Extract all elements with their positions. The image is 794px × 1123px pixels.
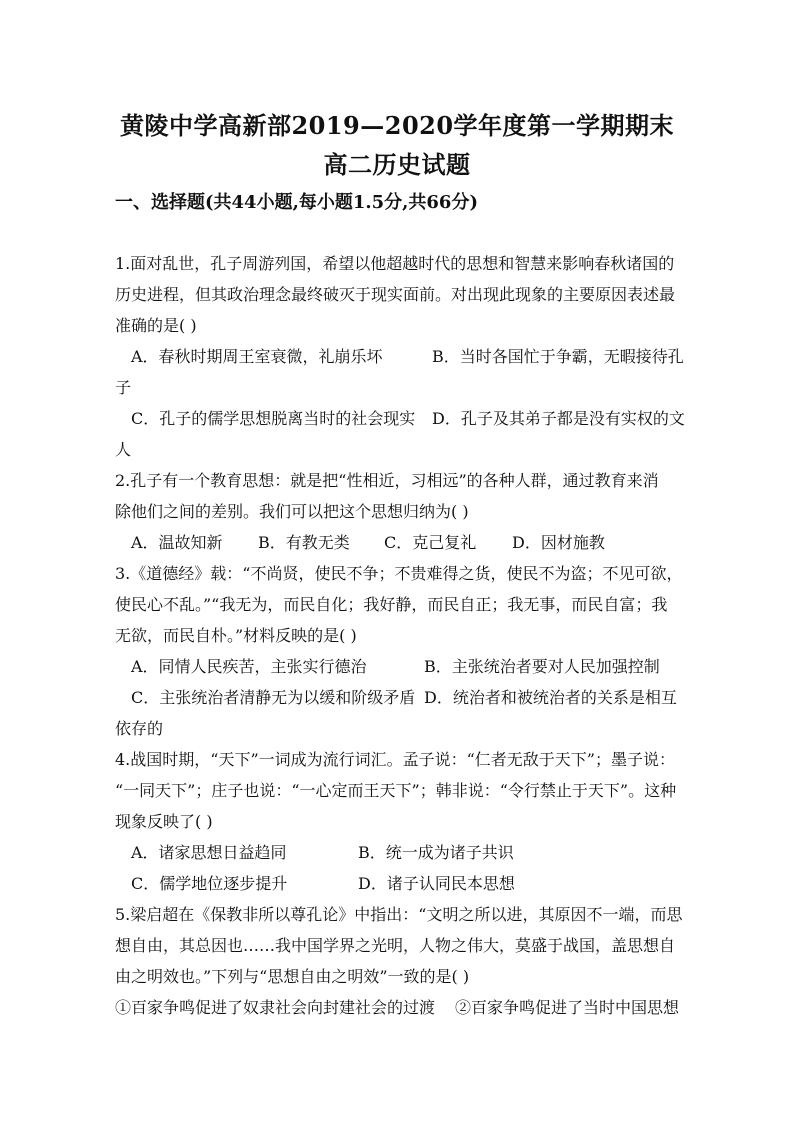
question-3-option-a: A．同情人民疾苦，主张实行德治 — [131, 657, 367, 676]
exam-subtitle: 高二历史试题 — [323, 150, 471, 179]
question-5-option-1: ①百家争鸣促进了奴隶社会向封建社会的过渡 — [115, 998, 436, 1017]
question-5-stem-line: 想自由，其总因也……我中国学界之光明，人物之伟大，莫盛于战国，盖思想自 — [115, 936, 676, 955]
question-2-stem-line: 除他们之间的差别。我们可以把这个思想归纳为( ) — [115, 502, 469, 521]
section-heading: 一、选择题(共44小题,每小题1.5分,共66分) — [115, 192, 478, 213]
question-3-stem-line: 使民心不乱。”“我无为，而民自化；我好静，而民自正；我无事，而民自富；我 — [115, 595, 668, 614]
question-1-option-c: C．孔子的儒学思想脱离当时的社会现实 — [131, 409, 416, 428]
question-1-stem-line: 准确的是( ) — [115, 316, 197, 335]
question-5-stem-line: 由之明效也。”下列与“思想自由之明效”一致的是( ) — [115, 967, 470, 986]
question-2-option-b: B．有教无类 — [258, 533, 350, 552]
question-4-option-d: D．诸子认同民本思想 — [358, 874, 515, 893]
question-4-stem-line: 4.战国时期，“天下”一词成为流行词汇。孟子说：“仁者无敌于天下”；墨子说： — [115, 750, 675, 769]
question-1-option-d: D．孔子及其弟子都是没有实权的文 — [432, 409, 685, 428]
question-2-option-d: D．因材施教 — [512, 533, 605, 552]
question-4-option-b: B．统一成为诸子共识 — [358, 843, 514, 862]
question-4-option-c: C．儒学地位逐步提升 — [131, 874, 288, 893]
question-2-option-c: C．克己复礼 — [384, 533, 477, 552]
question-1-option-b-wrap: 子 — [115, 378, 132, 397]
question-3-stem-line: 无欲，而民自朴。”材料反映的是( ) — [115, 626, 357, 645]
exam-title: 黄陵中学高新部2019—2020学年度第一学期期末 — [119, 111, 675, 140]
question-1-option-a: A．春秋时期周王室衰微，礼崩乐坏 — [131, 347, 383, 366]
question-1-option-b: B．当时各国忙于争霸，无暇接待孔 — [432, 347, 684, 366]
question-2-option-a: A．温故知新 — [131, 533, 223, 552]
question-3-option-d-wrap: 依存的 — [115, 719, 164, 738]
question-4-option-a: A．诸家思想日益趋同 — [131, 843, 287, 862]
question-3-option-b: B．主张统治者要对人民加强控制 — [424, 657, 660, 676]
question-4-stem-line: 现象反映了( ) — [115, 812, 213, 831]
question-5-option-2: ②百家争鸣促进了当时中国思想 — [455, 998, 680, 1017]
question-3-option-c: C．主张统治者清静无为以缓和阶级矛盾 — [131, 688, 416, 707]
question-2-stem-line: 2.孔子有一个教育思想：就是把“性相近，习相远”的各种人群，通过教育来消 — [115, 471, 659, 490]
question-1-stem-line: 历史进程，但其政治理念最终破灭于现实面前。对出现此现象的主要原因表述最 — [115, 285, 676, 304]
question-4-stem-line: “一同天下”；庄子也说：“一心定而王天下”；韩非说：“令行禁止于天下”。这种 — [115, 781, 677, 800]
question-3-stem-line: 3.《道德经》载：“不尚贤，使民不争；不贵难得之货，使民不为盗；不见可欲， — [115, 564, 683, 583]
question-3-option-d: D．统治者和被统治者的关系是相互 — [424, 688, 677, 707]
question-5-stem-line: 5.梁启超在《保教非所以尊孔论》中指出：“文明之所以进，其原因不一端，而思 — [115, 905, 683, 924]
question-1-option-d-wrap: 人 — [115, 440, 132, 459]
question-1-stem-line: 1.面对乱世，孔子周游列国，希望以他超越时代的思想和智慧来影响春秋诸国的 — [115, 254, 675, 273]
